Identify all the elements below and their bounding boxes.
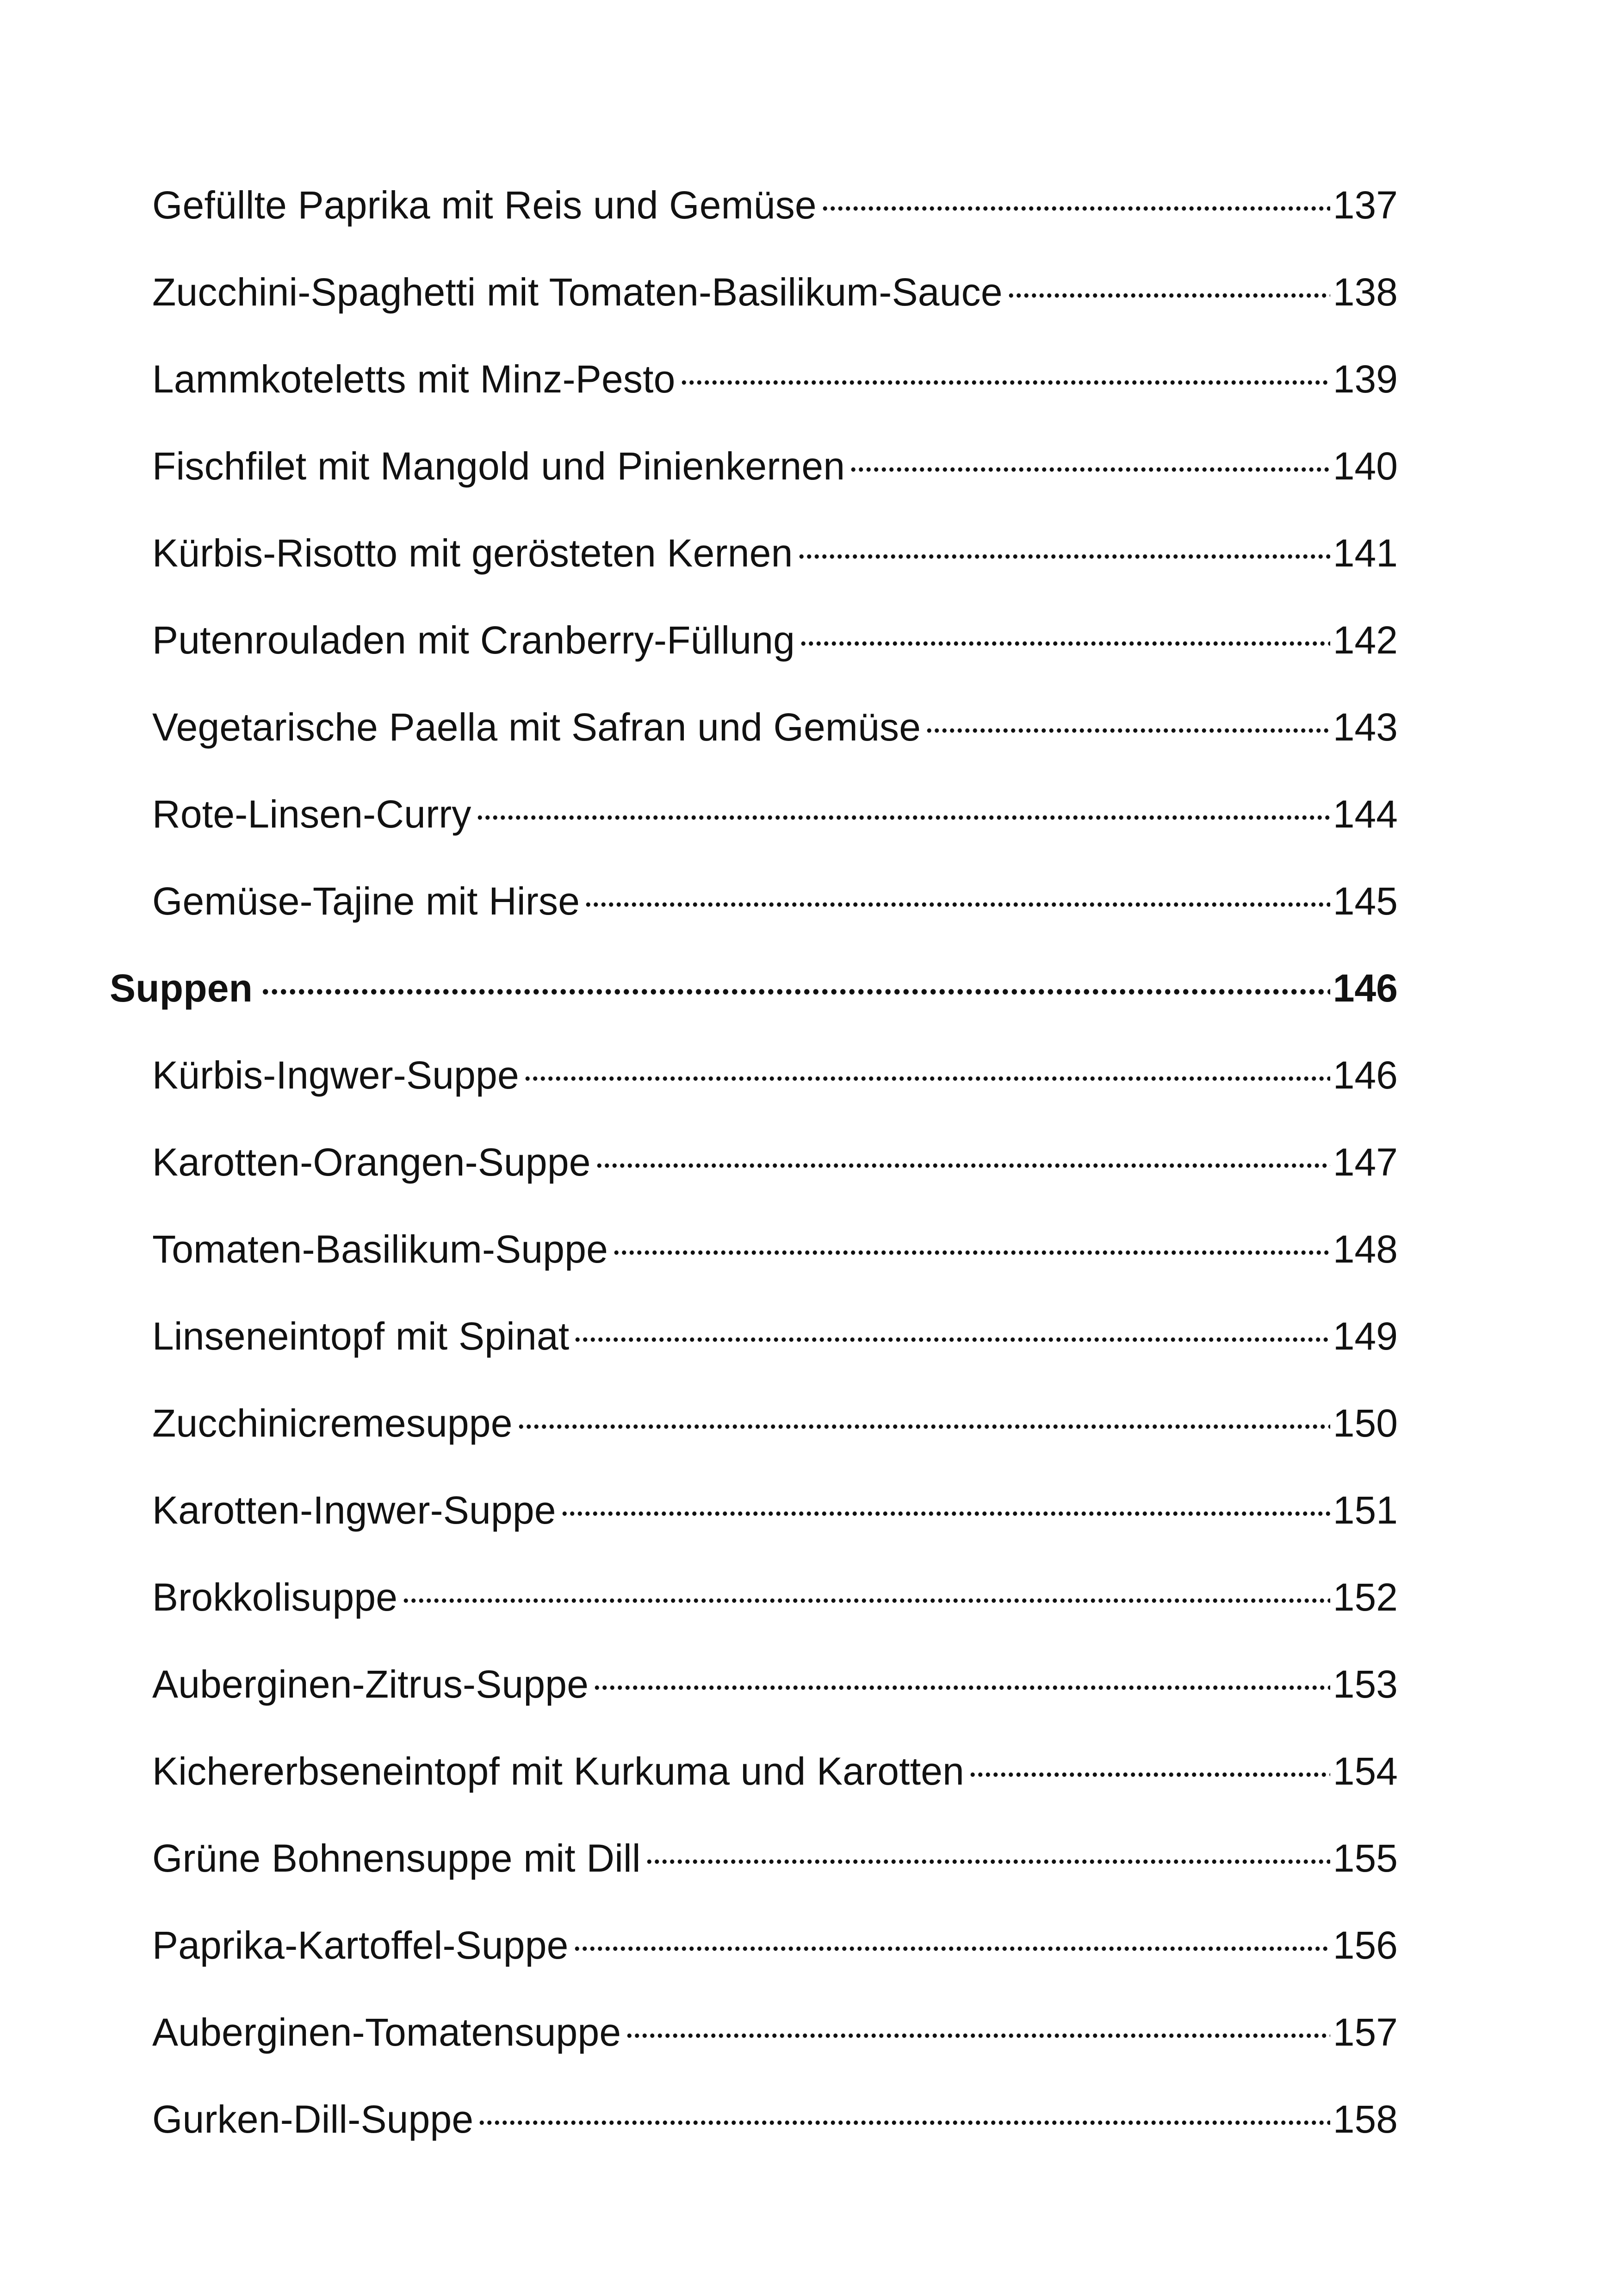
toc-entry[interactable] <box>152 1995 1398 2054</box>
toc-entry-title: Grüne Bohnensuppe mit Dill <box>152 1836 641 1880</box>
toc-entry[interactable] <box>152 690 1398 749</box>
toc-entry[interactable] <box>152 2082 1398 2141</box>
toc-entry-page: 142 <box>1333 618 1398 662</box>
toc-entry-title: Zucchini-Spaghetti mit Tomaten-Basilikum-Sauce <box>152 270 1003 314</box>
toc-entry-title: Kichererbseneintopf mit Kurkuma und Karotten <box>152 1749 965 1793</box>
toc-entry[interactable] <box>152 1560 1398 1619</box>
dot-leader <box>800 603 1330 653</box>
toc-entry-page: 147 <box>1333 1140 1398 1184</box>
toc-entry[interactable] <box>152 1386 1398 1445</box>
toc-entry[interactable] <box>152 777 1398 836</box>
dot-leader <box>593 1647 1330 1698</box>
toc-entry-page: 156 <box>1333 1923 1398 1967</box>
toc-entry-page: 139 <box>1333 357 1398 401</box>
dot-leader <box>925 690 1330 740</box>
dot-leader <box>524 1038 1330 1089</box>
toc-entry[interactable] <box>152 342 1398 401</box>
dot-leader <box>561 1473 1330 1524</box>
toc-entry[interactable] <box>152 1821 1398 1880</box>
dot-leader <box>584 864 1330 915</box>
toc-entry-title: Fischfilet mit Mangold und Pinienkernen <box>152 444 845 488</box>
toc-entry-title: Karotten-Orangen-Suppe <box>152 1140 591 1184</box>
toc-entry-page: 158 <box>1333 2097 1398 2141</box>
dot-leader <box>402 1560 1330 1611</box>
toc-entry-page: 143 <box>1333 705 1398 749</box>
dot-leader <box>573 1908 1330 1959</box>
toc-entry[interactable] <box>152 864 1398 923</box>
toc-entry-title: Putenrouladen mit Cranberry-Füllung <box>152 618 795 662</box>
toc-entry[interactable] <box>152 1734 1398 1793</box>
toc-entry[interactable] <box>152 603 1398 662</box>
toc-entry-page: 140 <box>1333 444 1398 488</box>
toc-entry-title: Gefüllte Paprika mit Reis und Gemüse <box>152 183 817 227</box>
toc-entry-page: 155 <box>1333 1836 1398 1880</box>
toc-entry[interactable] <box>152 1212 1398 1271</box>
dot-leader <box>613 1212 1330 1263</box>
toc-entry[interactable] <box>152 255 1398 314</box>
toc-section-page: 146 <box>1333 966 1398 1010</box>
toc-entry-title: Auberginen-Zitrus-Suppe <box>152 1662 589 1706</box>
toc-entry[interactable] <box>152 1647 1398 1706</box>
toc-entry-title: Auberginen-Tomatensuppe <box>152 2010 621 2054</box>
dot-leader <box>821 168 1330 218</box>
toc-entry-page: 157 <box>1333 2010 1398 2054</box>
toc-entry-title: Lammkoteletts mit Minz-Pesto <box>152 357 676 401</box>
dot-leader <box>476 777 1330 828</box>
dot-leader <box>1007 255 1330 305</box>
toc-entry-page: 141 <box>1333 531 1398 575</box>
dot-leader <box>798 516 1330 566</box>
toc-entry-title: Vegetarische Paella mit Safran und Gemüse <box>152 705 921 749</box>
toc-entry[interactable] <box>152 1908 1398 1967</box>
dot-leader <box>261 951 1330 1002</box>
toc-entry-page: 149 <box>1333 1314 1398 1358</box>
toc-entry[interactable] <box>152 516 1398 575</box>
toc-entry-title: Karotten-Ingwer-Suppe <box>152 1488 556 1532</box>
toc-section-heading[interactable] <box>110 951 1398 1010</box>
dot-leader <box>478 2082 1330 2133</box>
toc-entry-page: 145 <box>1333 879 1398 923</box>
toc-entry[interactable] <box>152 168 1398 227</box>
dot-leader <box>574 1299 1330 1350</box>
dot-leader <box>849 429 1330 479</box>
dot-leader <box>517 1386 1330 1437</box>
toc-entry-page: 137 <box>1333 183 1398 227</box>
toc-entry-title: Paprika-Kartoffel-Suppe <box>152 1923 569 1967</box>
dot-leader <box>595 1125 1330 1176</box>
toc-entry[interactable] <box>152 1299 1398 1358</box>
toc-entry-title: Kürbis-Risotto mit gerösteten Kernen <box>152 531 793 575</box>
toc-entry-title: Tomaten-Basilikum-Suppe <box>152 1227 608 1271</box>
toc-entry-page: 151 <box>1333 1488 1398 1532</box>
toc-entry-page: 138 <box>1333 270 1398 314</box>
dot-leader <box>680 342 1330 392</box>
toc-entry[interactable] <box>152 1473 1398 1532</box>
toc-entry-page: 153 <box>1333 1662 1398 1706</box>
toc-entry[interactable] <box>152 1038 1398 1097</box>
toc-entry-page: 148 <box>1333 1227 1398 1271</box>
toc-entry[interactable] <box>152 1125 1398 1184</box>
toc-entry-title: Kürbis-Ingwer-Suppe <box>152 1053 519 1097</box>
toc-section-title: Suppen <box>110 966 253 1010</box>
dot-leader <box>626 1995 1330 2046</box>
toc-entry-title: Gurken-Dill-Suppe <box>152 2097 474 2141</box>
dot-leader <box>969 1734 1330 1785</box>
toc-entry-title: Brokkolisuppe <box>152 1575 398 1619</box>
toc-entry-page: 144 <box>1333 792 1398 836</box>
toc-entry-page: 152 <box>1333 1575 1398 1619</box>
toc-entry-title: Zucchinicremesuppe <box>152 1401 513 1445</box>
toc-entry-title: Linseneintopf mit Spinat <box>152 1314 570 1358</box>
toc-entry[interactable] <box>152 429 1398 488</box>
toc-entry-page: 154 <box>1333 1749 1398 1793</box>
toc-entry-title: Rote-Linsen-Curry <box>152 792 471 836</box>
toc-entry-page: 146 <box>1333 1053 1398 1097</box>
toc-entry-title: Gemüse-Tajine mit Hirse <box>152 879 580 923</box>
dot-leader <box>645 1821 1330 1872</box>
toc-entry-page: 150 <box>1333 1401 1398 1445</box>
